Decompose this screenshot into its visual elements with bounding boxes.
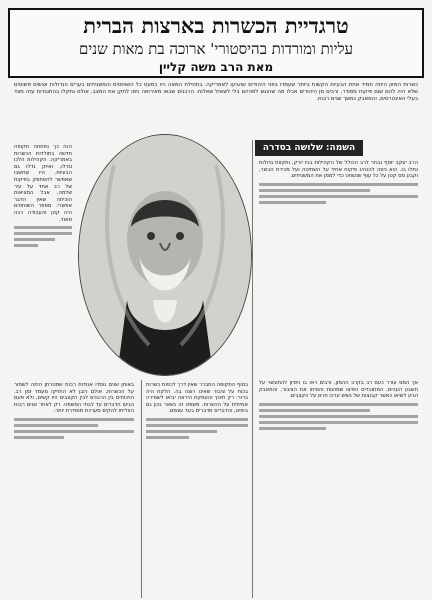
author-byline: מאת הרב משה קליין: [158, 60, 274, 74]
right-column-upper-text: הרב יעקב יוסף נבחר לרב הכולל של הקהילות בניו יורק, ותקוות גדולות נתלו בו. הוא ניסה להנהיג פיקוח אחיד על השחיטה ועל מכירת הבשר, וקבע מס קטן על כל עוף שנשחט כדי לממן את המשגיחים.: [259, 160, 418, 180]
headline-box: [8, 8, 424, 78]
right-column-lower-text: אך המס עורר כעס רב בקרב ההמון, ורבים ראו בו ניסיון להתעשר על חשבון העניים. המתנגדים הפיצו שמועות והסיתו את הציבור, והמאבק הגיע לשיאו כאשר קבוצות של נשים ערכו חרם על הקצבים.: [259, 380, 418, 400]
left-column-lower: [14, 382, 134, 594]
section-subhead: השמה: שלושה בסדרה: [255, 140, 363, 156]
right-column-lower: [259, 380, 418, 594]
page-subtitle: עליות ומורדות בהיסטורי' ארוכה בת מאות שנים: [78, 40, 354, 58]
left-column-lower-text: באותן שנים נוסדו אגודות רבות שמטרתן היתה לשמור על הכשרות, אולם רובן לא החזיקו מעמד זמן רב. הויכוחים בין הרבנים לבין הקצבים היו קשים, ולא פעם הגיעו הדברים עד לבתי המשפט. רק לאחר שנים רבות הצליחו להקים מערכת מסודרת יותר.: [14, 382, 134, 415]
rabbi-portrait: [78, 134, 252, 376]
column-rule-left: [141, 380, 142, 598]
left-column-upper: [14, 144, 72, 374]
column-rule-right: [252, 140, 253, 598]
page-title: טרגדיית הכשרות בארצות הברית: [83, 13, 349, 38]
right-column-upper: [259, 160, 418, 372]
center-column-lower-text: בסוף התקופה התברר שאין דרך לכפות כשרות בכוח על ציבור שאינו רוצה בה. הלקח היה ברור: רק חינוך והעמקת היראה יביאו לשמירה אמיתית על הכשרות. משפט זה נשאר נכון גם בימינו, והדברים מדברים בעד עצמם.: [146, 382, 248, 415]
portrait-illustration: [79, 135, 251, 375]
center-column-lower: [146, 382, 248, 594]
intro-paragraph: כשרות המזון היתה תמיד אחת הבעיות הקשות ביותר שעמדו בפני היהודים שהגיעו לאמריקה. בתחילת המאה היו כמעט כל השוחטים והמשגיחים בערים הגדולות אנשים פשוטים שלא היה להם שום פיקוח מסודר, ורבים מן היהודים אכלו מה שהוגש לפניהם בלי לשאול שאלות. הרבנים שבאו מאירופה ניסו לתקן את המצב, אולם נתקלו בהתנגדות עזה מצד בעלי האינטרסים, והמאבק נמשך שנים רבות.: [14, 82, 418, 102]
left-column-upper-text: הנה כך נפתחה תקופה חדשה בתולדות הכשרות באמריקה. הקהילות הלכו וגדלו, ואיתן גדלו גם הבעיות. היו שחשבו שאפשר להסתפק בפיקוח של רב אחד על עיר שלמה, אבל המציאות הוכיחה שאין הדבר אפשרי. מספר השוחטים היה קטן והעבודה רבה מאוד.: [14, 144, 72, 223]
